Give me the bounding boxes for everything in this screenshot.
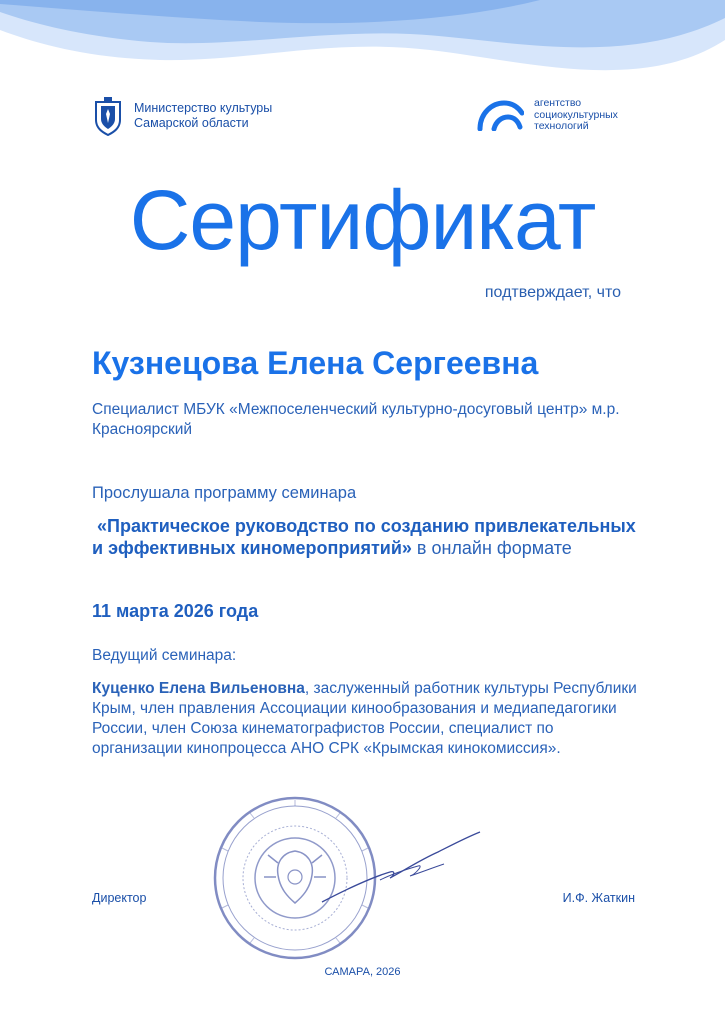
agency-arc-logo-icon (476, 99, 524, 131)
agency-name-line2: социокультурных (534, 108, 618, 121)
lead-label: Ведущий семинара: (92, 647, 237, 664)
recipient-name: Кузнецова Елена Сергеевна (92, 345, 539, 381)
director-signature (320, 830, 485, 910)
lead-block (92, 679, 642, 759)
program-title: «Практическое руководство по созданию привлекательных и эффективных киномероприятий» (92, 516, 636, 558)
agency-logo (476, 98, 618, 133)
recipient-position: Специалист МБУК «Межпоселенческий культурно-досуговый центр» м.р. Красноярский (92, 401, 620, 438)
ministry-name-line2: Самарской области (134, 116, 249, 130)
lead-name: Куценко Елена Вильеновна (92, 680, 305, 697)
confirms-text: подтверждает, что (484, 284, 621, 301)
agency-name-line3: технологий (534, 120, 589, 132)
ministry-name-line1: Министерство культуры (134, 101, 273, 115)
coat-of-arms-icon (92, 96, 124, 136)
agency-name-line1: агентство (534, 97, 582, 109)
program-title-block (92, 515, 642, 559)
ministry-logo (92, 96, 272, 136)
seminar-date: 11 марта 2026 года (92, 601, 259, 621)
director-label: Директор (92, 891, 147, 905)
lead-description: , заслуженный работник культуры Республики Крым, член правления Ассоциации кинообразования и медиапедагогики России, член Союза кинематографистов России, специалист по организации кинопроцесса АНО СРК «Крымская кинокомиссия». (92, 680, 637, 757)
city-year: САМАРА, 2026 (324, 966, 401, 978)
certificate-title: Сертификат (129, 173, 596, 267)
attended-text: Прослушала программу семинара (92, 484, 357, 502)
header-wave-decoration (0, 0, 725, 110)
program-format: в онлайн формате (411, 538, 572, 558)
signer-name: И.Ф. Жаткин (562, 891, 635, 905)
